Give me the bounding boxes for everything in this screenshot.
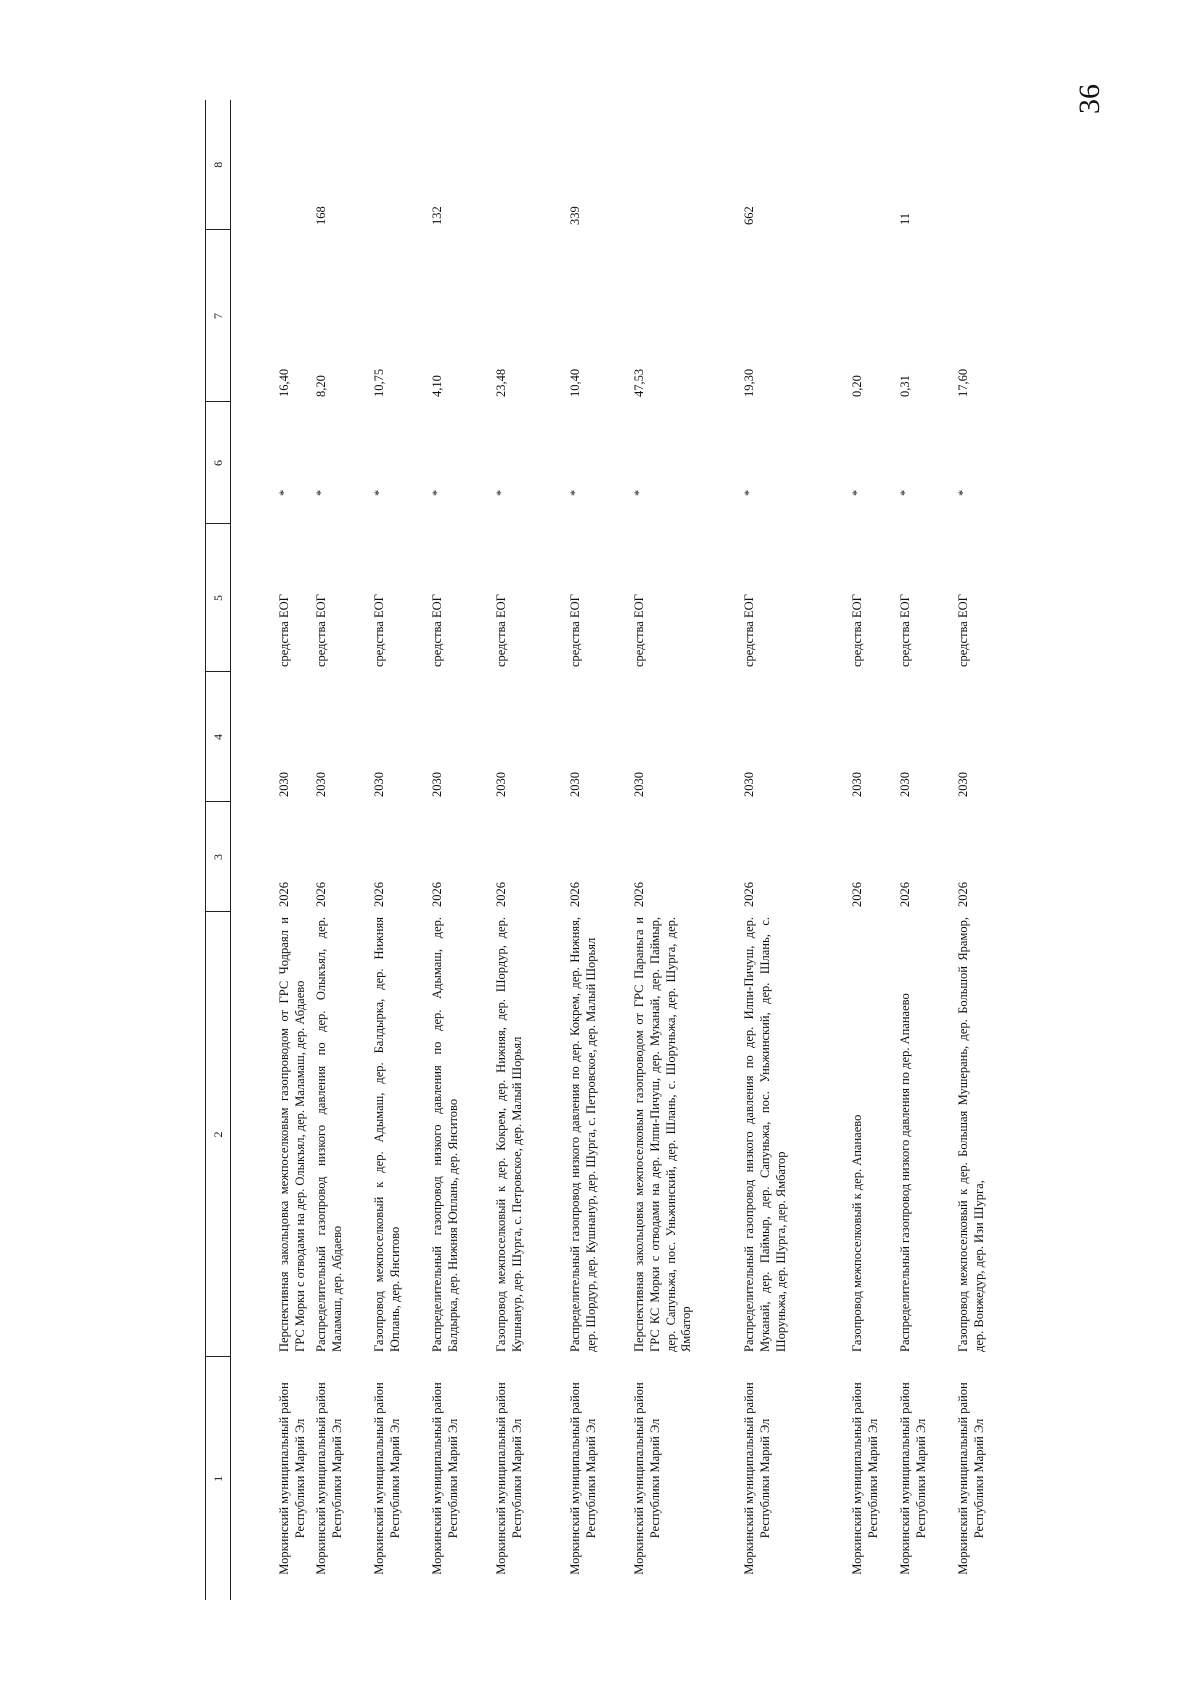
header-row — [206, 100, 231, 1600]
start-year-cell: 2026 — [494, 882, 509, 907]
start-year-cell: 2026 — [277, 882, 291, 907]
column-header: 7 — [206, 230, 231, 402]
table-row — [566, 100, 630, 1600]
column-header: 3 — [206, 802, 231, 912]
object-cell: Распределительный газопровод низкого давления по дер. Апанаево — [898, 993, 913, 1352]
funding-source-cell: средства ЕОГ — [632, 594, 647, 667]
gas-pipeline-table — [205, 100, 1000, 1600]
start-year-cell: 2026 — [372, 882, 387, 907]
length-cell: 10,75 — [372, 368, 387, 397]
length-cell: 0,20 — [850, 375, 865, 397]
table-row — [630, 100, 740, 1600]
end-year-cell: 2030 — [742, 772, 757, 797]
mark-cell: * — [956, 489, 971, 496]
table-row — [231, 100, 313, 1600]
object-cell: Распределительный газопровод низкого давления по дер. Олыкъял, дер. Маламаш, дер. Абдаево — [314, 917, 344, 1352]
end-year-cell: 2030 — [372, 772, 387, 797]
end-year-cell: 2030 — [568, 772, 583, 797]
object-cell: Газопровод межпоселковый к дер. Адымаш, дер. Балдырка, дер. Нижняя Юплань, дер. Янситово — [372, 917, 402, 1352]
municipality-cell: Моркинский муниципальный район Республики Марий Эл — [632, 1382, 662, 1575]
table-row — [740, 100, 848, 1600]
municipality-cell: Моркинский муниципальный район Республики Марий Эл — [430, 1382, 460, 1575]
start-year-cell: 2026 — [742, 882, 757, 907]
mark-cell: * — [850, 489, 865, 496]
mark-cell: * — [372, 489, 387, 496]
funding-source-cell: средства ЕОГ — [314, 594, 329, 667]
count-cell: 662 — [742, 206, 757, 225]
object-cell: Перспективная закольцовка межпоселковым газопроводом от ГРС Чодраял и ГРС Морки с отводами на дер. Олыкъял, дер. Маламаш, дер. Абдаево — [277, 917, 307, 1352]
count-cell: 168 — [314, 206, 329, 225]
funding-source-cell: средства ЕОГ — [898, 594, 913, 667]
count-cell — [954, 100, 1000, 230]
count-cell: 11 — [898, 212, 913, 225]
length-cell: 16,40 — [277, 368, 291, 397]
mark-cell: * — [568, 489, 583, 496]
end-year-cell: 2030 — [430, 772, 445, 797]
municipality-cell: Моркинский муниципальный район Республики Марий Эл — [277, 1382, 307, 1575]
start-year-cell: 2026 — [850, 882, 865, 907]
end-year-cell: 2030 — [494, 772, 509, 797]
funding-source-cell: средства ЕОГ — [568, 594, 583, 667]
funding-source-cell: средства ЕОГ — [850, 594, 865, 667]
municipality-cell: Моркинский муниципальный район Республики Марий Эл — [494, 1382, 524, 1575]
table-row — [848, 100, 896, 1600]
funding-source-cell: средства ЕОГ — [742, 594, 757, 667]
end-year-cell: 2030 — [277, 772, 291, 797]
start-year-cell: 2026 — [568, 882, 583, 907]
mark-cell: * — [742, 489, 757, 496]
length-cell: 17,60 — [956, 368, 971, 397]
mark-cell: * — [430, 489, 445, 496]
funding-source-cell: средства ЕОГ — [956, 594, 971, 667]
object-cell: Перспективная закольцовка межпоселковым газопроводом от ГРС Параньга и ГРС КС Морки с отводами на дер. Илпи-Пичуш, дер. Муканай, дер. Паймыр, дер. Сапуньжа, пос. Уньжинский, дер. Шлань, с. Шоруньжа, дер. Шурга, дер. Ямбатор — [632, 917, 694, 1352]
end-year-cell: 2030 — [956, 772, 971, 797]
length-cell: 4,10 — [430, 375, 445, 397]
table-row — [370, 100, 428, 1600]
column-header: 8 — [206, 100, 231, 230]
length-cell: 10,40 — [568, 368, 583, 397]
start-year-cell: 2026 — [632, 882, 647, 907]
municipality-cell: Моркинский муниципальный район Республики Марий Эл — [742, 1382, 772, 1575]
funding-source-cell: средства ЕОГ — [277, 594, 291, 667]
count-cell — [231, 100, 313, 230]
length-cell: 0,31 — [898, 375, 913, 397]
end-year-cell: 2030 — [898, 772, 913, 797]
municipality-cell: Моркинский муниципальный район Республики Марий Эл — [314, 1382, 344, 1575]
count-cell — [848, 100, 896, 230]
table-row — [954, 100, 1000, 1600]
column-header: 1 — [206, 1357, 231, 1600]
page-number: 36 — [1073, 84, 1106, 114]
length-cell: 23,48 — [494, 368, 509, 397]
object-cell: Газопровод межпоселковый к дер. Большая Мушерань, дер. Большой Ярамор, дер. Вонжедур, дер. Изи Шурга, — [956, 917, 986, 1352]
length-cell: 8,20 — [314, 375, 329, 397]
table-body — [231, 100, 1001, 1600]
table-row — [492, 100, 566, 1600]
start-year-cell: 2026 — [314, 882, 329, 907]
column-header: 6 — [206, 402, 231, 524]
table-row — [896, 100, 954, 1600]
municipality-cell: Моркинский муниципальный район Республики Марий Эл — [372, 1382, 402, 1575]
funding-source-cell: средства ЕОГ — [430, 594, 445, 667]
start-year-cell: 2026 — [956, 882, 971, 907]
municipality-cell: Моркинский муниципальный район Республики Марий Эл — [956, 1382, 986, 1575]
object-cell: Распределительный газопровод низкого давления по дер. Илпи-Пичуш, дер. Муканай, дер. Паймыр, дер. Сапуньжа, пос. Уньжинский, дер. Шлань, с. Шоруньжа, дер. Шурга, дер. Ямбатор — [742, 917, 788, 1352]
column-header: 4 — [206, 672, 231, 802]
start-year-cell: 2026 — [430, 882, 445, 907]
funding-source-cell: средства ЕОГ — [494, 594, 509, 667]
mark-cell: * — [277, 489, 291, 496]
municipality-cell: Моркинский муниципальный район Республики Марий Эл — [898, 1382, 928, 1575]
table-row — [428, 100, 492, 1600]
length-cell: 47,53 — [632, 368, 647, 397]
end-year-cell: 2030 — [314, 772, 329, 797]
end-year-cell: 2030 — [632, 772, 647, 797]
mark-cell: * — [632, 489, 647, 496]
count-cell — [630, 100, 740, 230]
column-header: 5 — [206, 524, 231, 672]
object-cell: Газопровод межпоселковый к дер. Кокрем, дер. Нижняя, дер. Шордур, дер. Кушнанур, дер. Шурга, с. Петровское, дер. Малый Шорьял — [494, 917, 524, 1352]
end-year-cell: 2030 — [850, 772, 865, 797]
mark-cell: * — [898, 489, 913, 496]
count-cell: 339 — [568, 206, 583, 225]
table-row — [312, 100, 370, 1600]
count-cell — [370, 100, 428, 230]
rotated-table-container — [205, 100, 995, 1600]
count-cell — [492, 100, 566, 230]
mark-cell: * — [494, 489, 509, 496]
length-cell: 19,30 — [742, 368, 757, 397]
object-cell: Распределительный газопровод низкого давления по дер. Адымаш, дер. Балдырка, дер. Нижняя Юплань, дер. Янситово — [430, 917, 460, 1352]
object-cell: Газопровод межпоселковый к дер. Апанаево — [850, 1114, 865, 1352]
municipality-cell: Моркинский муниципальный район Республики Марий Эл — [568, 1382, 598, 1575]
mark-cell: * — [314, 489, 329, 496]
municipality-cell: Моркинский муниципальный район Республики Марий Эл — [850, 1382, 880, 1575]
object-cell: Распределительный газопровод низкого давления по дер. Кокрем, дер. Нижняя, дер. Шордур, дер. Кушнанур, дер. Шурга, с. Петровское, дер. Малый Шорьял — [568, 917, 598, 1352]
start-year-cell: 2026 — [898, 882, 913, 907]
count-cell: 132 — [430, 206, 445, 225]
funding-source-cell: средства ЕОГ — [372, 594, 387, 667]
column-header: 2 — [206, 912, 231, 1357]
